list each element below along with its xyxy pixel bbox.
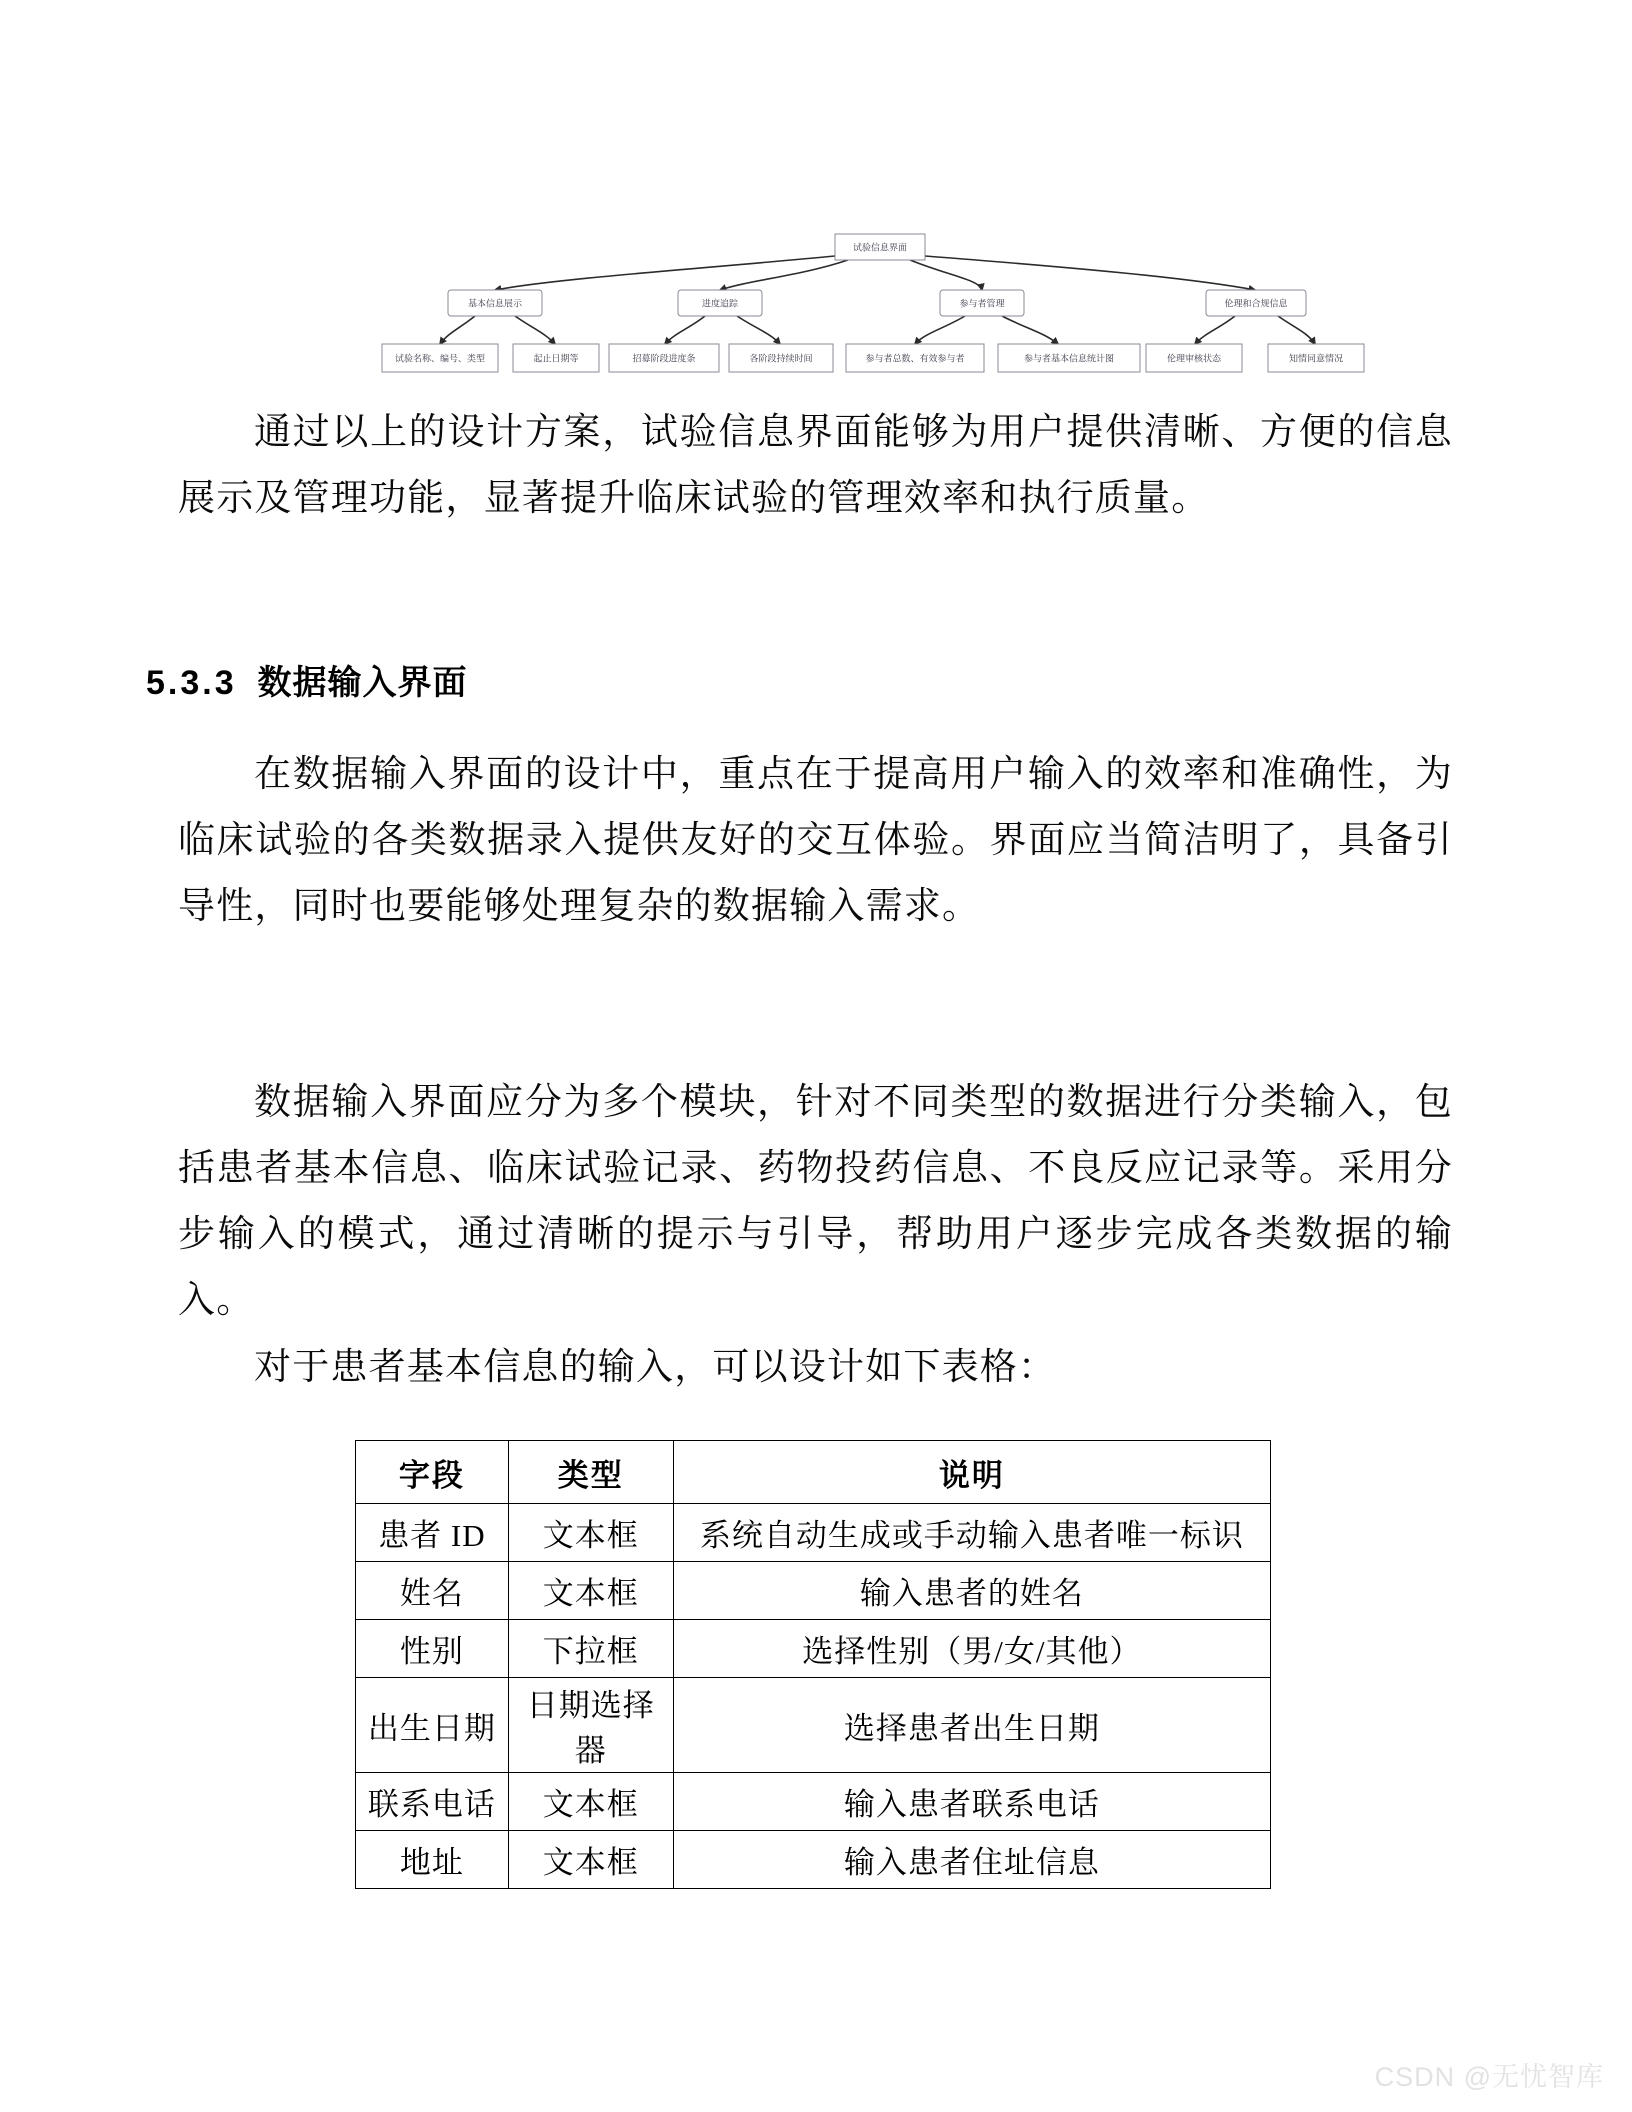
diagram-node-leaf-0-1 — [513, 344, 599, 372]
patient-fields-table-wrapper — [355, 1440, 1271, 1889]
table-header-description: 说明 — [673, 1441, 1270, 1504]
table-cell-field: 性别 — [356, 1620, 509, 1678]
table-cell-description: 输入患者住址信息 — [673, 1831, 1270, 1889]
table-cell-type: 文本框 — [508, 1831, 673, 1889]
diagram-leaf-label: 试验名称、编号、类型 — [394, 353, 486, 364]
section-heading — [146, 655, 468, 704]
section-title: 数据输入界面 — [257, 664, 468, 702]
tree-diagram — [380, 228, 1390, 393]
diagram-branch-label: 进度追踪 — [701, 298, 739, 309]
diagram-node-branch-3 — [1206, 290, 1306, 316]
diagram-node-leaf-3-0 — [1146, 344, 1242, 372]
diagram-links-level2 — [440, 316, 1315, 344]
diagram-branch-label: 参与者管理 — [959, 298, 1005, 309]
table-header-type: 类型 — [508, 1441, 673, 1504]
table-cell-field: 患者 ID — [356, 1504, 509, 1562]
table-row — [356, 1504, 1271, 1562]
table-cell-type: 文本框 — [508, 1773, 673, 1831]
table-header-row — [356, 1441, 1271, 1504]
diagram-node-leaf-2-0 — [846, 344, 984, 372]
diagram-leaf-label: 知情同意情况 — [1288, 353, 1344, 364]
diagram-leaf-label: 参与者基本信息统计图 — [1023, 353, 1115, 364]
table-cell-description: 选择患者出生日期 — [673, 1678, 1270, 1773]
table-cell-type: 下拉框 — [508, 1620, 673, 1678]
diagram-branch-label: 伦理和合规信息 — [1224, 298, 1288, 309]
watermark: CSDN @无忧智库 — [1374, 2062, 1604, 2092]
paragraph-design-focus: 在数据输入界面的设计中，重点在于提高用户输入的效率和准确性，为临床试验的各类数据录入提供友好的交互体验。界面应当简洁明了，具备引导性，同时也要能够处理复杂的数据输入需求。 — [178, 754, 1453, 927]
diagram-root-label: 试验信息界面 — [852, 242, 908, 253]
diagram-leaf-label: 参与者总数、有效参与者 — [865, 353, 965, 364]
table-header-field: 字段 — [356, 1441, 509, 1504]
diagram-leaf-label: 招募阶段进度条 — [632, 353, 696, 364]
diagram-node-root — [835, 234, 925, 260]
table-cell-type: 文本框 — [508, 1562, 673, 1620]
table-row — [356, 1678, 1271, 1773]
diagram-node-leaf-2-1 — [998, 344, 1140, 372]
diagram-node-branch-2 — [940, 290, 1024, 316]
diagram-branch-label: 基本信息展示 — [467, 298, 523, 309]
table-cell-field: 联系电话 — [356, 1773, 509, 1831]
table-cell-type: 文本框 — [508, 1504, 673, 1562]
patient-fields-table — [355, 1440, 1271, 1889]
table-row — [356, 1562, 1271, 1620]
diagram-leaf-label: 起止日期等 — [533, 353, 579, 364]
diagram-node-leaf-0-0 — [382, 344, 498, 372]
diagram-node-branch-1 — [678, 290, 762, 316]
diagram-node-leaf-1-1 — [729, 344, 833, 372]
table-cell-description: 输入患者的姓名 — [673, 1562, 1270, 1620]
table-row — [356, 1773, 1271, 1831]
diagram-leaf-label: 各阶段持续时间 — [749, 353, 813, 364]
section-number: 5.3.3 — [146, 664, 237, 702]
table-cell-description: 系统自动生成或手动输入患者唯一标识 — [673, 1504, 1270, 1562]
table-cell-field: 出生日期 — [356, 1678, 509, 1773]
diagram-leaf-label: 伦理审核状态 — [1166, 353, 1222, 364]
table-cell-description: 选择性别（男/女/其他） — [673, 1620, 1270, 1678]
table-row — [356, 1620, 1271, 1678]
table-cell-field: 姓名 — [356, 1562, 509, 1620]
paragraph-modules: 数据输入界面应分为多个模块，针对不同类型的数据进行分类输入，包括患者基本信息、临床试验记录、药物投药信息、不良反应记录等。采用分步输入的模式，通过清晰的提示与引导，帮助用户逐步完成各类数据的输入。 — [178, 1082, 1453, 1321]
paragraph-table-intro: 对于患者基本信息的输入，可以设计如下表格： — [254, 1347, 1057, 1388]
diagram-node-branch-0 — [448, 290, 542, 316]
diagram-node-leaf-3-1 — [1268, 344, 1364, 372]
paragraph-conclusion: 通过以上的设计方案，试验信息界面能够为用户提供清晰、方便的信息展示及管理功能，显著提升临床试验的管理效率和执行质量。 — [178, 412, 1453, 519]
table-cell-field: 地址 — [356, 1831, 509, 1889]
table-cell-description: 输入患者联系电话 — [673, 1773, 1270, 1831]
table-cell-type: 日期选择器 — [508, 1678, 673, 1773]
table-row — [356, 1831, 1271, 1889]
diagram-node-leaf-1-0 — [609, 344, 719, 372]
diagram-links-level1 — [495, 256, 1255, 290]
